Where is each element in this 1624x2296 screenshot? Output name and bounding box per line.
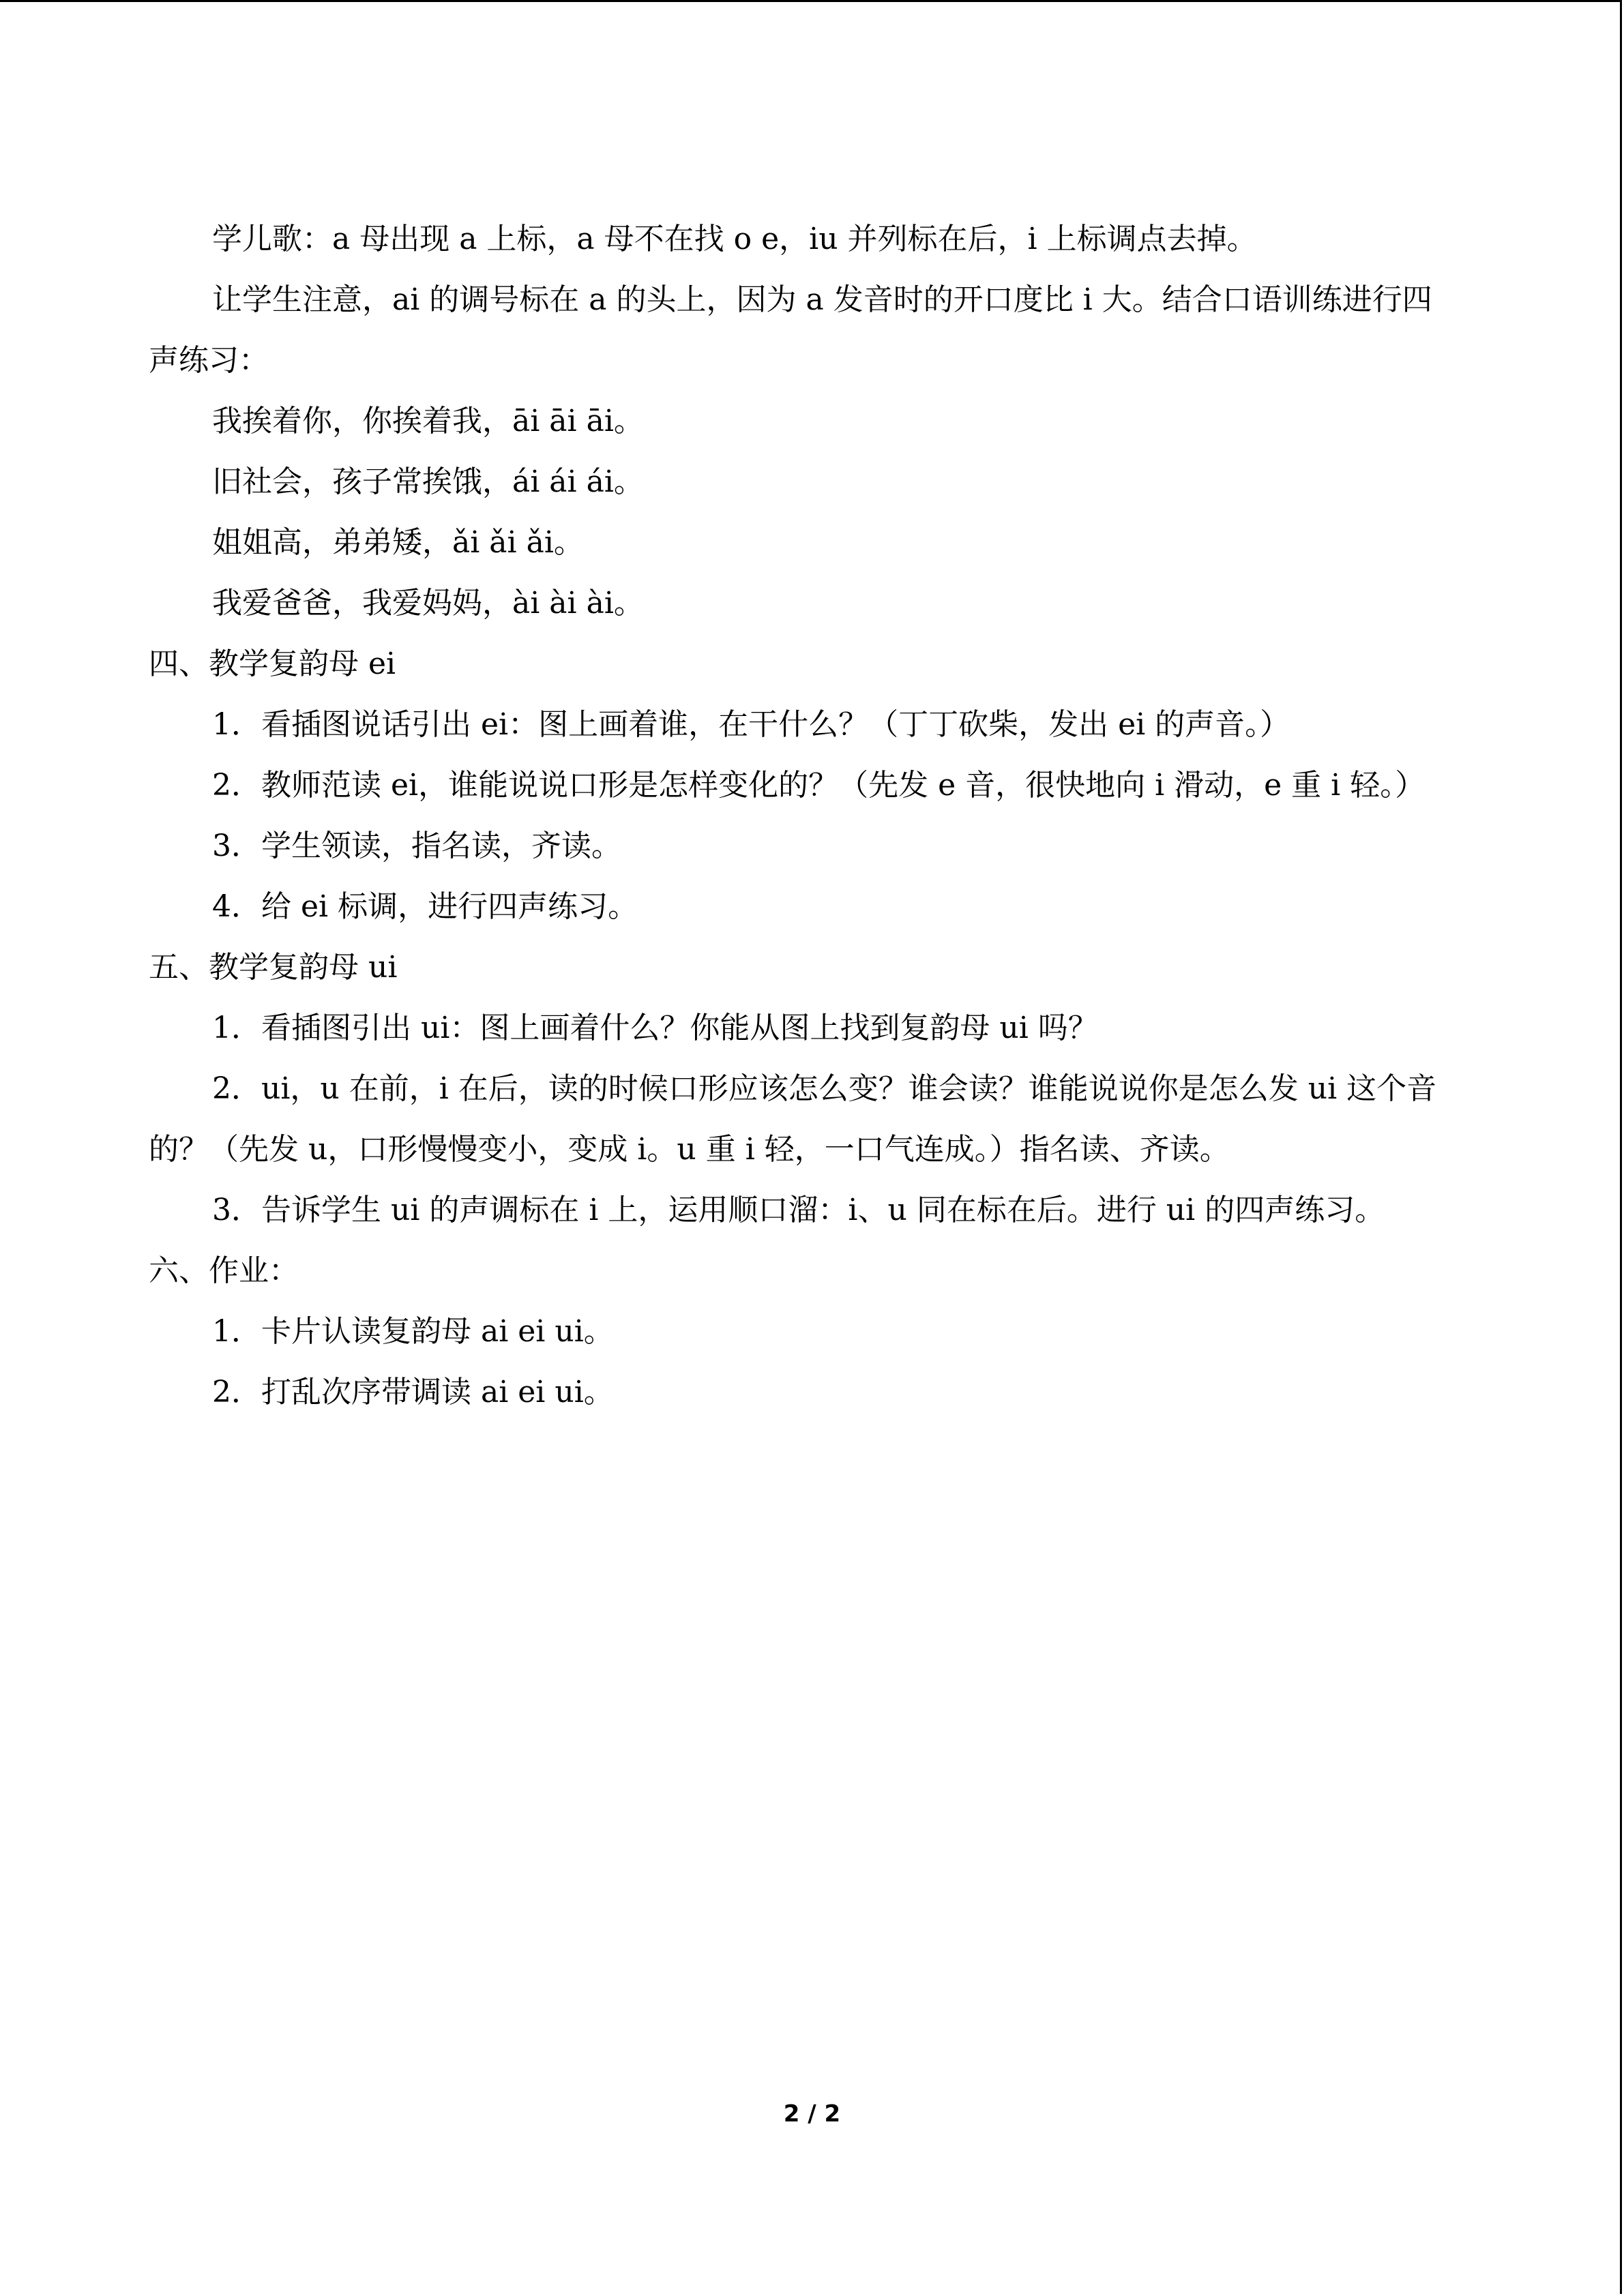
paragraph: 学儿歌：a 母出现 a 上标，a 母不在找 o e，iu 并列标在后，i 上标调点去掉。 — [212, 222, 1257, 256]
section-heading: 五、教学复韵母 ui — [149, 950, 398, 985]
section-heading: 四、教学复韵母 ei — [149, 646, 396, 681]
paragraph: 我爱爸爸，我爱妈妈，ài ài ài。 — [212, 586, 644, 621]
paragraph: 我挨着你，你挨着我，āi āi āi。 — [212, 404, 644, 438]
paragraph: 4．给 ei 标调，进行四声练习。 — [212, 889, 638, 924]
paragraph: 2．ui，u 在前，i 在后，读的时候口形应该怎么变？谁会读？谁能说说你是怎么发 ui 这个音的？（先发 u，口形慢慢变小，变成 i。u 重 i 轻，一口气连成。）指名读、齐读。 — [149, 1071, 1437, 1167]
paragraph: 1．卡片认读复韵母 ai ei ui。 — [212, 1314, 614, 1349]
paragraph: 2．打乱次序带调读 ai ei ui。 — [212, 1375, 614, 1410]
paragraph: 让学生注意，ai 的调号标在 a 的头上，因为 a 发音时的开口度比 i 大。结合口语训练进行四声练习： — [149, 282, 1432, 378]
section-heading: 六、作业： — [149, 1253, 299, 1288]
paragraph: 2．教师范读 ei，谁能说说口形是怎样变化的？（先发 e 音，很快地向 i 滑动，e 重 i 轻。） — [212, 768, 1426, 803]
paragraph: 3．学生领读，指名读，齐读。 — [212, 829, 621, 863]
paragraph: 3．告诉学生 ui 的声调标在 i 上，运用顺口溜：i、u 同在标在后。进行 ui 的四声练习。 — [212, 1193, 1385, 1227]
paragraph: 旧社会，孩子常挨饿，ái ái ái。 — [212, 464, 644, 499]
document-body — [149, 209, 1458, 1422]
page-number: 2 / 2 — [783, 2100, 841, 2128]
paragraph: 1．看插图引出 ui：图上画着什么？你能从图上找到复韵母 ui 吗？ — [212, 1011, 1098, 1045]
paragraph: 1．看插图说话引出 ei：图上画着谁，在干什么？（丁丁砍柴，发出 ei 的声音。） — [212, 707, 1290, 742]
paragraph: 姐姐高，弟弟矮，ǎi ǎi ǎi。 — [212, 525, 584, 560]
